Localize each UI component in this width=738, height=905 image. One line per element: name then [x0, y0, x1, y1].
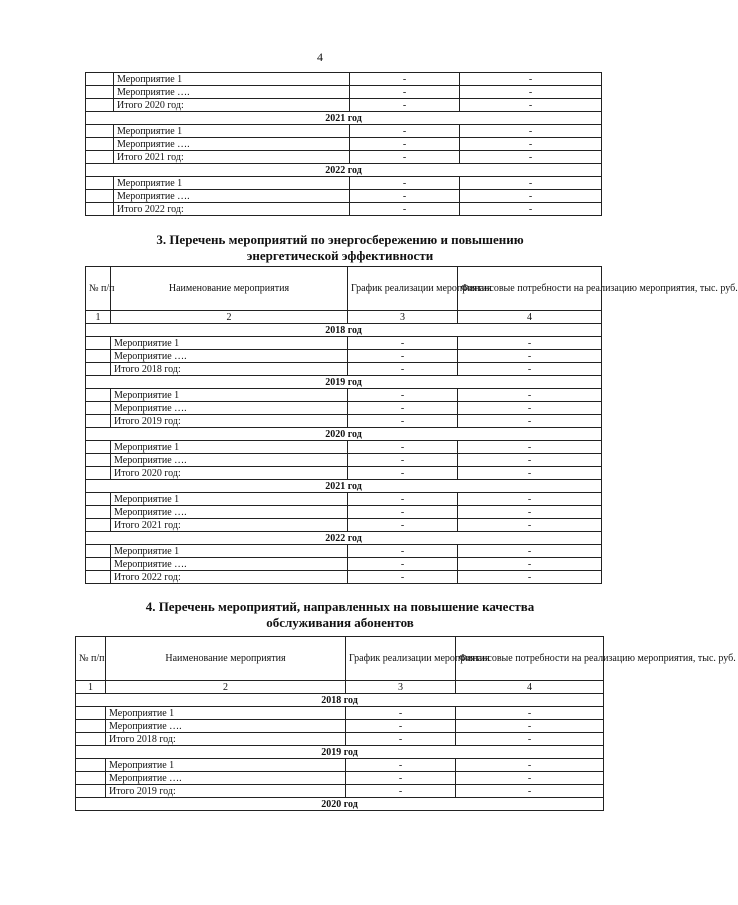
year-label: 2018 год	[86, 324, 602, 337]
col-name-header: Наименование мероприятия	[106, 637, 346, 681]
finance-cell: -	[458, 506, 602, 519]
total-row	[86, 151, 602, 164]
year-row	[86, 532, 602, 545]
activity-name: Мероприятие ….	[114, 138, 350, 151]
activity-row	[86, 402, 602, 415]
number-cell	[76, 720, 106, 733]
total-label: Итого 2022 год:	[114, 203, 350, 216]
activity-row	[86, 138, 602, 151]
section-4-table	[75, 636, 736, 811]
activity-name: Мероприятие ….	[114, 86, 350, 99]
number-cell	[86, 337, 111, 350]
year-row	[86, 324, 602, 337]
schedule-cell: -	[348, 350, 458, 363]
activity-name: Мероприятие ….	[111, 350, 348, 363]
finance-cell: -	[458, 558, 602, 571]
activity-row	[76, 720, 604, 733]
schedule-cell: -	[350, 177, 460, 190]
total-label: Итого 2021 год:	[111, 519, 348, 532]
number-cell	[86, 125, 114, 138]
finance-cell: -	[460, 138, 602, 151]
number-cell	[86, 203, 114, 216]
section-4-title-line1: 4. Перечень мероприятий, направленных на повышение качества	[145, 599, 535, 614]
year-label: 2020 год	[76, 798, 604, 811]
year-label: 2021 год	[86, 480, 602, 493]
finance-cell: -	[456, 707, 604, 720]
schedule-cell: -	[346, 772, 456, 785]
finance-cell: -	[458, 389, 602, 402]
finance-cell: -	[456, 785, 604, 798]
number-cell	[86, 493, 111, 506]
activity-row	[86, 190, 602, 203]
activity-name: Мероприятие ….	[106, 772, 346, 785]
schedule-cell: -	[350, 138, 460, 151]
number-cell	[86, 467, 111, 480]
number-cell	[76, 785, 106, 798]
finance-cell: -	[456, 720, 604, 733]
finance-cell: -	[460, 73, 602, 86]
number-cell	[86, 506, 111, 519]
activity-name: Мероприятие ….	[111, 454, 348, 467]
activity-name: Мероприятие 1	[106, 759, 346, 772]
finance-cell: -	[458, 454, 602, 467]
year-row	[86, 112, 602, 125]
activity-row	[76, 759, 604, 772]
year-row	[76, 798, 604, 811]
activity-name: Мероприятие 1	[106, 707, 346, 720]
activity-row	[86, 389, 602, 402]
finance-cell: -	[460, 125, 602, 138]
activity-row	[76, 772, 604, 785]
activity-name: Мероприятие 1	[111, 441, 348, 454]
activity-row	[86, 337, 602, 350]
total-row	[86, 99, 602, 112]
number-cell	[86, 519, 111, 532]
section-4-table-body	[76, 694, 604, 811]
finance-cell: -	[458, 363, 602, 376]
activity-name: Мероприятие ….	[114, 190, 350, 203]
finance-cell: -	[460, 177, 602, 190]
schedule-cell: -	[348, 571, 458, 584]
activity-row	[86, 350, 602, 363]
number-cell	[86, 177, 114, 190]
schedule-cell: -	[350, 86, 460, 99]
finance-cell: -	[458, 519, 602, 532]
activity-name: Мероприятие ….	[111, 506, 348, 519]
col-number-index: 1	[76, 681, 106, 694]
finance-cell: -	[458, 545, 602, 558]
activity-name: Мероприятие 1	[111, 389, 348, 402]
schedule-cell: -	[348, 545, 458, 558]
col-number-index: 2	[111, 311, 348, 324]
schedule-cell: -	[346, 759, 456, 772]
col-number-index: 4	[458, 311, 602, 324]
year-label: 2019 год	[86, 376, 602, 389]
schedule-cell: -	[348, 441, 458, 454]
finance-cell: -	[458, 402, 602, 415]
activity-row	[86, 545, 602, 558]
activity-name: Мероприятие 1	[111, 493, 348, 506]
schedule-cell: -	[350, 99, 460, 112]
total-row	[86, 571, 602, 584]
section-4-title-line2: обслуживания абонентов	[266, 615, 414, 630]
year-label: 2020 год	[86, 428, 602, 441]
finance-cell: -	[460, 203, 602, 216]
year-label: 2018 год	[76, 694, 604, 707]
schedule-cell: -	[346, 720, 456, 733]
col-finance-header: Финансовые потребности на реализацию мероприятия, тыс. руб.	[458, 267, 602, 311]
year-row	[76, 746, 604, 759]
schedule-cell: -	[350, 73, 460, 86]
page-number: 4	[317, 50, 323, 64]
number-cell	[86, 138, 114, 151]
schedule-cell: -	[346, 733, 456, 746]
number-cell	[76, 733, 106, 746]
schedule-cell: -	[348, 454, 458, 467]
total-row	[86, 363, 602, 376]
total-label: Итого 2020 год:	[111, 467, 348, 480]
total-label: Итого 2020 год:	[114, 99, 350, 112]
col-number-index: 2	[106, 681, 346, 694]
total-row	[86, 415, 602, 428]
activity-row	[76, 707, 604, 720]
total-label: Итого 2019 год:	[111, 415, 348, 428]
number-cell	[76, 759, 106, 772]
finance-cell: -	[458, 337, 602, 350]
finance-cell: -	[456, 772, 604, 785]
schedule-cell: -	[348, 363, 458, 376]
finance-cell: -	[458, 350, 602, 363]
year-label: 2021 год	[86, 112, 602, 125]
section-4-title	[60, 599, 620, 631]
continued-table	[85, 72, 602, 216]
total-row	[86, 519, 602, 532]
section-3-table-body	[86, 324, 602, 584]
col-schedule-header: График реализации мероприятия	[346, 637, 456, 681]
schedule-cell: -	[350, 125, 460, 138]
schedule-cell: -	[346, 785, 456, 798]
number-cell	[86, 151, 114, 164]
col-number-header: № п/п	[76, 637, 106, 681]
activity-row	[86, 441, 602, 454]
finance-cell: -	[456, 759, 604, 772]
activity-row	[86, 558, 602, 571]
schedule-cell: -	[348, 415, 458, 428]
activity-name: Мероприятие 1	[114, 177, 350, 190]
activity-row	[86, 493, 602, 506]
col-number-index: 1	[86, 311, 111, 324]
number-cell	[76, 772, 106, 785]
activity-name: Мероприятие ….	[111, 558, 348, 571]
activity-name: Мероприятие 1	[114, 73, 350, 86]
activity-name: Мероприятие 1	[111, 337, 348, 350]
section-3-title	[60, 232, 620, 264]
number-cell	[86, 86, 114, 99]
activity-row	[86, 454, 602, 467]
number-cell	[86, 363, 111, 376]
number-cell	[86, 190, 114, 203]
finance-cell: -	[460, 86, 602, 99]
year-row	[86, 428, 602, 441]
number-cell	[86, 350, 111, 363]
total-label: Итого 2018 год:	[111, 363, 348, 376]
total-row	[86, 203, 602, 216]
schedule-cell: -	[350, 151, 460, 164]
schedule-cell: -	[348, 506, 458, 519]
number-cell	[86, 571, 111, 584]
col-finance-header: Финансовые потребности на реализацию мероприятия, тыс. руб.	[456, 637, 604, 681]
col-number-header: № п/п	[86, 267, 111, 311]
year-label: 2019 год	[76, 746, 604, 759]
section-3-table	[85, 266, 738, 584]
activity-name: Мероприятие ….	[106, 720, 346, 733]
activity-row	[86, 86, 602, 99]
finance-cell: -	[458, 571, 602, 584]
number-cell	[76, 707, 106, 720]
schedule-cell: -	[348, 467, 458, 480]
finance-cell: -	[460, 99, 602, 112]
continued-table-body	[86, 73, 602, 216]
number-cell	[86, 402, 111, 415]
number-cell	[86, 73, 114, 86]
schedule-cell: -	[350, 203, 460, 216]
finance-cell: -	[460, 190, 602, 203]
total-row	[76, 785, 604, 798]
activity-row	[86, 506, 602, 519]
total-label: Итого 2022 год:	[111, 571, 348, 584]
section-3-title-line1: 3. Перечень мероприятий по энергосбережению и повышению	[156, 232, 524, 247]
activity-name: Мероприятие 1	[114, 125, 350, 138]
finance-cell: -	[458, 441, 602, 454]
schedule-cell: -	[348, 337, 458, 350]
col-schedule-header: График реализации мероприятия	[348, 267, 458, 311]
activity-row	[86, 125, 602, 138]
schedule-cell: -	[348, 558, 458, 571]
finance-cell: -	[456, 733, 604, 746]
col-number-index: 4	[456, 681, 604, 694]
total-label: Итого 2019 год:	[106, 785, 346, 798]
number-cell	[86, 545, 111, 558]
number-cell	[86, 454, 111, 467]
finance-cell: -	[460, 151, 602, 164]
col-number-index: 3	[348, 311, 458, 324]
activity-row	[86, 177, 602, 190]
schedule-cell: -	[348, 493, 458, 506]
number-cell	[86, 415, 111, 428]
activity-name: Мероприятие 1	[111, 545, 348, 558]
total-row	[86, 467, 602, 480]
number-cell	[86, 99, 114, 112]
activity-row	[86, 73, 602, 86]
total-label: Итого 2021 год:	[114, 151, 350, 164]
col-number-index: 3	[346, 681, 456, 694]
year-row	[86, 164, 602, 177]
number-cell	[86, 558, 111, 571]
number-cell	[86, 441, 111, 454]
year-row	[86, 480, 602, 493]
year-row	[86, 376, 602, 389]
finance-cell: -	[458, 467, 602, 480]
total-label: Итого 2018 год:	[106, 733, 346, 746]
schedule-cell: -	[350, 190, 460, 203]
activity-name: Мероприятие ….	[111, 402, 348, 415]
total-row	[76, 733, 604, 746]
col-name-header: Наименование мероприятия	[111, 267, 348, 311]
schedule-cell: -	[348, 519, 458, 532]
year-row	[76, 694, 604, 707]
schedule-cell: -	[348, 389, 458, 402]
schedule-cell: -	[346, 707, 456, 720]
schedule-cell: -	[348, 402, 458, 415]
section-3-title-line2: энергетической эффективности	[246, 248, 434, 263]
finance-cell: -	[458, 415, 602, 428]
year-label: 2022 год	[86, 532, 602, 545]
number-cell	[86, 389, 111, 402]
year-label: 2022 год	[86, 164, 602, 177]
finance-cell: -	[458, 493, 602, 506]
